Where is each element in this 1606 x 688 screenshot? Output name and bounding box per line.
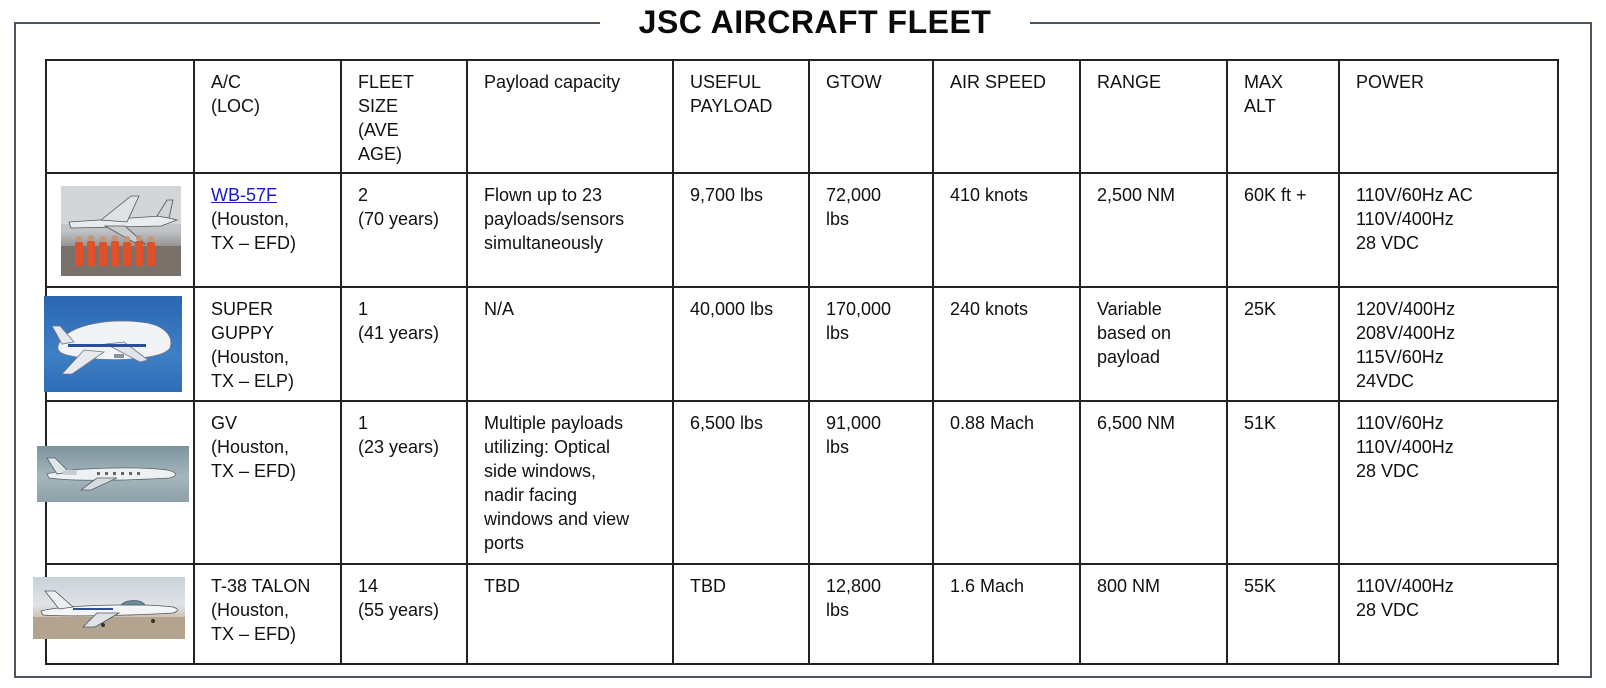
header-air-speed [933, 60, 1080, 173]
header-text: GTOW [826, 72, 882, 92]
power-cell [1339, 287, 1558, 401]
payload-capacity-cell [467, 287, 673, 401]
location-text: TX – ELP) [211, 371, 295, 391]
wb57f-link[interactable]: WB-57F [211, 185, 278, 205]
gtow-text: lbs [826, 323, 850, 343]
useful-payload-cell [673, 401, 809, 564]
location-text: (Houston, [211, 347, 290, 367]
max-alt-cell [1227, 173, 1339, 287]
header-text: POWER [1356, 72, 1425, 92]
header-payload-capacity [467, 60, 673, 173]
max-alt-cell [1227, 564, 1339, 664]
header-text: Payload capacity [484, 72, 621, 92]
aircraft-name-text: T-38 TALON [211, 576, 311, 596]
aircraft-name-cell [194, 564, 341, 664]
range-text: based on [1097, 323, 1172, 343]
page-title: JSC AIRCRAFT FLEET [600, 0, 1030, 44]
power-text: 208V/400Hz [1356, 323, 1456, 343]
power-text: 28 VDC [1356, 233, 1420, 253]
aircraft-name-text: GV [211, 413, 238, 433]
gtow-text: 170,000 [826, 299, 892, 319]
header-gtow [809, 60, 933, 173]
payload-capacity-text: utilizing: Optical [484, 437, 611, 457]
header-text: A/C [211, 72, 242, 92]
gtow-text: 91,000 [826, 413, 882, 433]
fleet-size-text: 1 [358, 413, 369, 433]
super-guppy-aircraft-photo [44, 296, 182, 392]
range-text: payload [1097, 347, 1161, 367]
power-cell [1339, 564, 1558, 664]
table-row [46, 173, 1558, 287]
table-row [46, 564, 1558, 664]
range-text: 6,500 NM [1097, 413, 1176, 433]
power-cell [1339, 173, 1558, 287]
max-alt-text: 51K [1244, 413, 1277, 433]
aircraft-name-cell [194, 401, 341, 564]
range-cell [1080, 564, 1227, 664]
air-speed-cell [933, 401, 1080, 564]
power-text: 110V/400Hz [1356, 437, 1454, 457]
fleet-size-cell [341, 401, 467, 564]
payload-capacity-text: simultaneously [484, 233, 604, 253]
fleet-age-text: (70 years) [358, 209, 440, 229]
payload-capacity-text: ports [484, 533, 525, 553]
location-text: (Houston, [211, 600, 290, 620]
location-text: (Houston, [211, 209, 290, 229]
power-text: 110V/60Hz [1356, 413, 1444, 433]
payload-capacity-text: TBD [484, 576, 520, 596]
gtow-text: lbs [826, 437, 850, 457]
air-speed-cell [933, 173, 1080, 287]
air-speed-text: 0.88 Mach [950, 413, 1035, 433]
gv-aircraft-photo [37, 446, 189, 502]
header-text: SIZE [358, 96, 399, 116]
header-fleet-size [341, 60, 467, 173]
useful-payload-cell [673, 564, 809, 664]
power-text: 110V/60Hz AC [1356, 185, 1473, 205]
fleet-size-cell [341, 173, 467, 287]
aircraft-image-cell [46, 401, 194, 564]
max-alt-text: 25K [1244, 299, 1277, 319]
max-alt-cell [1227, 287, 1339, 401]
power-text: 110V/400Hz [1356, 209, 1454, 229]
power-cell [1339, 401, 1558, 564]
fleet-size-text: 14 [358, 576, 379, 596]
payload-capacity-text: payloads/sensors [484, 209, 625, 229]
header-text: USEFUL [690, 72, 762, 92]
fleet-size-cell [341, 564, 467, 664]
useful-payload-cell [673, 173, 809, 287]
power-text: 110V/400Hz [1356, 576, 1454, 596]
header-row [46, 60, 1558, 173]
table-row [46, 287, 1558, 401]
power-text: 28 VDC [1356, 461, 1420, 481]
gtow-text: lbs [826, 600, 850, 620]
aircraft-image-cell [46, 173, 194, 287]
gtow-cell [809, 173, 933, 287]
fleet-size-text: 2 [358, 185, 369, 205]
air-speed-cell [933, 564, 1080, 664]
aircraft-fleet-table [45, 59, 1559, 665]
useful-payload-cell [673, 287, 809, 401]
range-text: Variable [1097, 299, 1162, 319]
payload-capacity-text: nadir facing [484, 485, 578, 505]
t38-talon-aircraft-photo [33, 577, 185, 639]
air-speed-text: 1.6 Mach [950, 576, 1025, 596]
air-speed-text: 240 knots [950, 299, 1029, 319]
aircraft-name-cell [194, 287, 341, 401]
gtow-text: 72,000 [826, 185, 882, 205]
fleet-age-text: (23 years) [358, 437, 440, 457]
aircraft-image-cell [46, 287, 194, 401]
payload-capacity-cell [467, 564, 673, 664]
useful-payload-text: 6,500 lbs [690, 413, 764, 433]
max-alt-text: 55K [1244, 576, 1277, 596]
gtow-cell [809, 287, 933, 401]
max-alt-text: 60K ft + [1244, 185, 1307, 205]
header-power [1339, 60, 1558, 173]
header-range [1080, 60, 1227, 173]
gtow-text: 12,800 [826, 576, 882, 596]
gtow-text: lbs [826, 209, 850, 229]
power-text: 28 VDC [1356, 600, 1420, 620]
payload-capacity-cell [467, 173, 673, 287]
wb57-aircraft-photo [61, 186, 181, 276]
aircraft-image-cell [46, 564, 194, 664]
power-text: 24VDC [1356, 371, 1415, 391]
header-text: FLEET [358, 72, 415, 92]
header-text: AGE) [358, 144, 403, 164]
useful-payload-text: TBD [690, 576, 726, 596]
header-image-cell [46, 60, 194, 173]
max-alt-cell [1227, 401, 1339, 564]
power-text: 115V/60Hz [1356, 347, 1444, 367]
location-text: (Houston, [211, 437, 290, 457]
fleet-size-text: 1 [358, 299, 369, 319]
header-useful-payload [673, 60, 809, 173]
useful-payload-text: 40,000 lbs [690, 299, 774, 319]
air-speed-text: 410 knots [950, 185, 1029, 205]
range-cell [1080, 287, 1227, 401]
useful-payload-text: 9,700 lbs [690, 185, 764, 205]
header-text: (AVE [358, 120, 399, 140]
payload-capacity-text: Flown up to 23 [484, 185, 603, 205]
header-text: MAX [1244, 72, 1284, 92]
location-text: TX – EFD) [211, 233, 297, 253]
fleet-size-cell [341, 287, 467, 401]
aircraft-name-text: SUPER [211, 299, 274, 319]
power-text: 120V/400Hz [1356, 299, 1456, 319]
payload-capacity-text: windows and view [484, 509, 630, 529]
payload-capacity-cell [467, 401, 673, 564]
range-text: 2,500 NM [1097, 185, 1176, 205]
header-text: RANGE [1097, 72, 1162, 92]
gtow-cell [809, 564, 933, 664]
location-text: TX – EFD) [211, 461, 297, 481]
fleet-age-text: (41 years) [358, 323, 440, 343]
header-max-alt [1227, 60, 1339, 173]
range-cell [1080, 173, 1227, 287]
aircraft-name-cell [194, 173, 341, 287]
range-text: 800 NM [1097, 576, 1161, 596]
payload-capacity-text: side windows, [484, 461, 597, 481]
header-text: AIR SPEED [950, 72, 1047, 92]
range-cell [1080, 401, 1227, 564]
header-ac-loc [194, 60, 341, 173]
fleet-age-text: (55 years) [358, 600, 440, 620]
table-row [46, 401, 1558, 564]
aircraft-name-text: GUPPY [211, 323, 275, 343]
header-text: (LOC) [211, 96, 260, 116]
payload-capacity-text: N/A [484, 299, 515, 319]
payload-capacity-text: Multiple payloads [484, 413, 624, 433]
header-text: PAYLOAD [690, 96, 773, 116]
gtow-cell [809, 401, 933, 564]
location-text: TX – EFD) [211, 624, 297, 644]
air-speed-cell [933, 287, 1080, 401]
header-text: ALT [1244, 96, 1276, 116]
